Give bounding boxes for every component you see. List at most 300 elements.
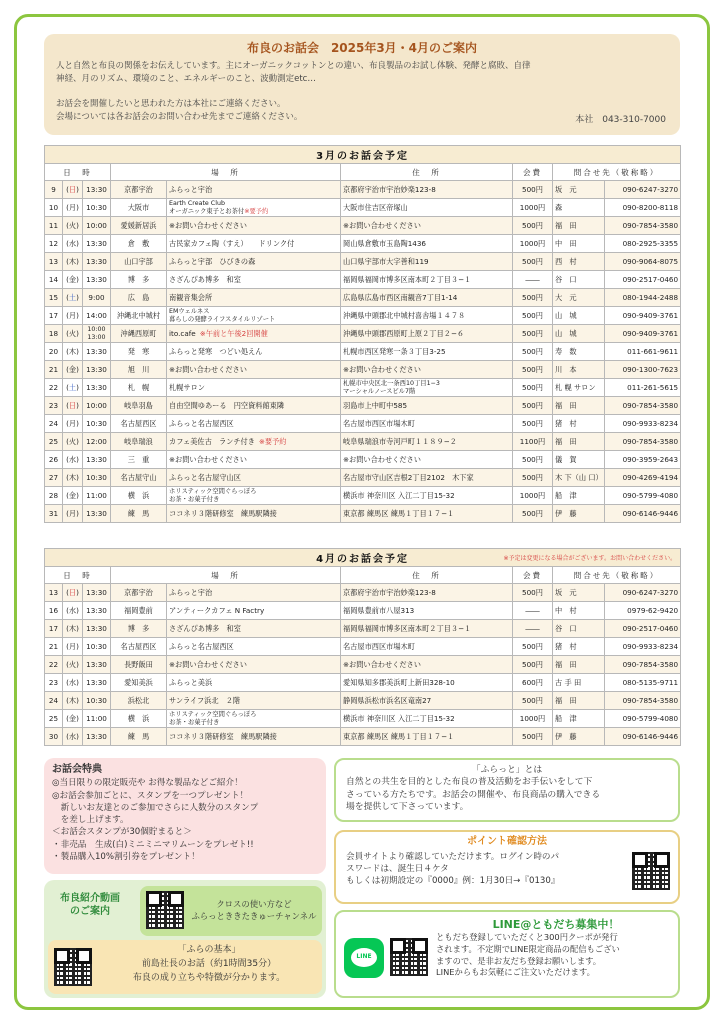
row-fee: 500円 [513,692,553,710]
row-time-cell [83,584,111,602]
schedule-row [45,433,681,451]
row-time-cell [83,505,111,523]
row-area: 福岡豊前 [111,602,167,620]
video-label [44,892,136,918]
row-contact-phone: 090-9409-3761 [605,325,681,343]
row-weekday-cell: (金) [63,361,83,379]
row-contact-name: 寿 数 [553,343,605,361]
schedule-row [45,217,681,235]
schedule-row [45,728,681,746]
col-header-date: 日 時 [45,567,111,584]
row-time: 10:30 [86,419,107,428]
col-header-address: 住 所 [341,567,513,584]
row-weekday-cell: (日) [63,584,83,602]
row-fee: 500円 [513,289,553,307]
row-address: 沖縄県中頭郡西原町上原２丁目２−６ [343,328,465,338]
row-place-cell [167,307,341,325]
row-area: 名古屋守山 [111,469,167,487]
row-time: 9:00 [88,293,105,302]
video2-line: 「ふらの基本」 [177,945,241,955]
row-weekday: 金 [68,364,77,374]
row-place-cell [167,584,341,602]
row-time: 10:00 [86,221,107,230]
row-time: 13:30 [86,185,107,194]
row-time: 12:00 [86,437,107,446]
row-contact-phone: 090-6247-3270 [605,584,681,602]
row-day: 24 [45,415,63,433]
row-place-note: ※午前と午後2回開催 [199,328,268,338]
row-weekday: 火 [68,659,77,669]
row-place: ふらっと名古屋西区 [169,641,234,651]
row-address-cell [341,638,513,656]
row-day: 9 [45,181,63,199]
row-contact-name: 川 本 [553,361,605,379]
row-day: 12 [45,235,63,253]
row-time-cell [83,620,111,638]
row-place-detail: お茶・お菓子付き [169,495,220,503]
points-line: もしくは初期設定の『0000』例：1月30日→『0130』 [346,876,560,886]
row-weekday-cell: (木) [63,692,83,710]
row-day: 20 [45,343,63,361]
row-weekday-cell: (水) [63,728,83,746]
row-address-cell [341,307,513,325]
row-address: 沖縄県中頭郡北中城村喜舎場１４７８ [343,310,466,320]
row-fee: 500円 [513,505,553,523]
benefit-line: を差し上げます。 [52,815,129,826]
row-time: 13:30 [86,509,107,518]
video-label-line: 布良紹介動画 [60,893,120,904]
row-address: 福岡県福岡市博多区南本町２丁目３−１ [343,623,472,633]
row-contact-name: 谷 口 [553,271,605,289]
row-address: ※お問い合わせください [343,364,421,374]
row-contact-phone: 090-9933-8234 [605,638,681,656]
row-day: 25 [45,433,63,451]
row-day: 17 [45,620,63,638]
row-place-line2 [169,316,338,324]
row-fee: 500円 [513,584,553,602]
points-panel [334,830,680,904]
row-place-cell [167,451,341,469]
row-fee: 500円 [513,415,553,433]
row-place-cell [167,620,341,638]
row-contact-name: 札 幌 サロン [553,379,605,397]
row-contact-phone: 090-7854-3580 [605,397,681,415]
benefit-line: ◎お話会参加ごとに、スタンプを一つプレゼント！ [52,790,249,801]
row-weekday-cell: (土) [63,289,83,307]
row-address-cell [341,692,513,710]
row-weekday: 火 [68,436,77,446]
row-area: 岐阜羽島 [111,397,167,415]
row-time: 10:30 [86,642,107,651]
row-time: 13:30 [86,383,107,392]
row-weekday-cell: (火) [63,325,83,343]
row-time: 13:30 [86,732,107,741]
row-fee: 500円 [513,253,553,271]
row-area: 横 浜 [111,487,167,505]
row-weekday: 月 [68,202,77,212]
row-contact-name: 山 城 [553,307,605,325]
row-weekday-cell: (火) [63,656,83,674]
row-address: ※お問い合わせください [343,220,421,230]
row-weekday: 水 [68,731,77,741]
row-weekday: 水 [68,605,77,615]
row-weekday-cell: (木) [63,620,83,638]
row-contact-phone: 090-4269-4194 [605,469,681,487]
row-area: 札 幌 [111,379,167,397]
points-title: ポイント確認方法 [467,836,547,847]
video2-line: 布良の成り立ちや特徴が分かります。 [132,973,286,983]
row-weekday: 金 [68,713,77,723]
row-weekday-cell: (土) [63,379,83,397]
line-line: されます。不定期でLINE限定商品の配信もござい [436,943,620,954]
row-place: ふらっと名古屋西区 [169,418,234,428]
row-place-cell [167,271,341,289]
row-time: 13:30 [86,660,107,669]
line-line: ますので、是非お友だち登録お願いします。 [436,955,602,966]
row-place: さざんぴあ博多 和室 [169,623,241,633]
row-time-cell [83,217,111,235]
row-contact-name: 中 田 [553,235,605,253]
row-contact-phone: 090-9064-8075 [605,253,681,271]
schedule-row [45,451,681,469]
row-address: 福岡県福岡市博多区南本町２丁目３−１ [343,274,472,284]
row-fee: ―― [513,602,553,620]
row-time-cell [83,343,111,361]
row-day: 22 [45,656,63,674]
schedule-row [45,253,681,271]
col-header-contact: 問合せ先（敬称略） [553,164,681,181]
row-place: ふらっと宇治 [169,587,213,597]
row-time-cell [83,253,111,271]
row-place: ホリスティック空間ぐらっぽろ [169,711,257,718]
row-day: 18 [45,325,63,343]
row-place: ※お問い合わせください [169,454,247,464]
row-area: 大阪市 [111,199,167,217]
row-place: ※お問い合わせください [169,659,247,669]
line-line: ともだち登録していただくと300円クーポが発行 [436,932,618,942]
row-contact-name: 船 津 [553,710,605,728]
row-weekday: 水 [68,238,77,248]
row-address-cell [341,728,513,746]
row-address: 名古屋市西区市場木町 [343,641,415,651]
row-place-cell [167,361,341,379]
row-place: さざんぴあ博多 和室 [169,274,241,284]
schedule-row [45,674,681,692]
intro-line: 会場については各お話会のお問い合わせ先までご連絡ください。 [56,112,303,122]
row-address-cell [341,710,513,728]
row-address-cell [341,181,513,199]
row-fee: 500円 [513,728,553,746]
row-place-cell [167,469,341,487]
row-time: 11:00 [86,714,107,723]
schedule-row [45,710,681,728]
row-address: マーシャルノースビル7階 [343,387,416,395]
intro-line: 人と自然と布良の関係をお伝えしています。主にオーガニックコットンとの違い、布良製品のお試し体験、発酵と腐敗、自律 [56,61,531,71]
row-fee: 500円 [513,343,553,361]
row-place-cell [167,379,341,397]
row-address: 福岡県豊前市八屋313 [343,605,415,615]
row-day: 17 [45,307,63,325]
schedule-row [45,271,681,289]
row-day: 10 [45,199,63,217]
row-contact-phone: 080-5135-9711 [605,674,681,692]
row-address: 岡山県倉敷市玉島陶1436 [343,238,426,248]
row-weekday-cell: (月) [63,415,83,433]
row-area: 練 馬 [111,505,167,523]
line-logo-icon[interactable] [344,938,384,978]
col-header-address: 住 所 [341,164,513,181]
row-time: 13:00 [87,333,106,341]
row-day: 14 [45,271,63,289]
row-address-cell [341,379,513,397]
row-contact-name: 西 村 [553,253,605,271]
row-weekday-cell: (月) [63,638,83,656]
row-time: 13:30 [86,606,107,615]
row-place-cell [167,199,341,217]
row-address-cell [341,397,513,415]
row-day: 15 [45,289,63,307]
row-contact-phone: 011-661-9611 [605,343,681,361]
row-place: ito.cafe [169,328,196,338]
row-address-cell [341,469,513,487]
row-fee: 1000円 [513,487,553,505]
row-weekday-cell: (水) [63,235,83,253]
row-place-cell [167,235,341,253]
line-qr-code[interactable] [390,938,428,976]
furatto-title: 「ふらっと」とは [471,765,543,775]
col-header-place: 場 所 [111,567,341,584]
row-address: 名古屋市西区市場木町 [343,418,415,428]
row-contact-phone: 011-261-5615 [605,379,681,397]
benefit-line: 新しいお友達とのご参加でさらに人数分のスタンプ [52,802,259,813]
col-header-date: 日 時 [45,164,111,181]
row-day: 11 [45,217,63,235]
row-weekday: 水 [68,454,77,464]
row-contact-phone: 090-9409-3761 [605,307,681,325]
row-place-cell [167,656,341,674]
schedule-row [45,199,681,217]
row-place: ※お問い合わせください [169,364,247,374]
row-place: ふらっと宇部 ひびきの森 [169,256,256,266]
line-panel [334,910,680,998]
row-time-cell [83,487,111,505]
row-weekday-cell: (日) [63,397,83,415]
row-area: 旭 川 [111,361,167,379]
row-place-cell [167,602,341,620]
row-contact-phone: 090-7854-3580 [605,656,681,674]
row-place-cell [167,289,341,307]
row-weekday-cell: (水) [63,602,83,620]
row-time-cell [83,602,111,620]
row-area: 長野飯田 [111,656,167,674]
row-area: 横 浜 [111,710,167,728]
intro-line: お話会を開催したいと思われた方は本社にご連絡ください。 [56,99,286,109]
video-label-line: のご案内 [70,906,110,917]
schedule-row [45,325,681,343]
video-link-basics[interactable] [48,940,322,994]
row-place: 古民家カフェ陶（すえ） ドリンク付 [169,238,295,248]
row-contact-phone: 090-3959-2643 [605,451,681,469]
row-place-cell [167,217,341,235]
row-time: 10:00 [87,326,106,333]
row-weekday-cell: (月) [63,199,83,217]
row-fee: 500円 [513,325,553,343]
row-weekday: 水 [68,677,77,687]
row-weekday-cell: (金) [63,487,83,505]
row-fee: 500円 [513,361,553,379]
furatto-line: 場を提供して下さっています。 [346,801,469,812]
row-area: 発 寒 [111,343,167,361]
video2-line: 前島社長のお話（約1時間35分） [141,959,277,969]
row-fee: 500円 [513,307,553,325]
video-link-channel[interactable] [140,886,322,936]
row-contact-phone: 090-7854-3580 [605,433,681,451]
row-address: 広島県広島市西区南観音7丁目1-14 [343,292,458,302]
row-place: ふらっと宇治 [169,184,213,194]
row-contact-phone: 090-6247-3270 [605,181,681,199]
schedule-row [45,397,681,415]
row-address-cell [341,656,513,674]
row-day: 30 [45,728,63,746]
row-place-cell [167,343,341,361]
points-qr-code[interactable] [632,852,670,890]
row-fee: 600円 [513,674,553,692]
row-contact-phone: 090-8200-8118 [605,199,681,217]
channel-qr-code[interactable] [146,891,184,929]
schedule-row [45,289,681,307]
row-weekday-cell: (金) [63,271,83,289]
row-contact-phone: 090-9933-8234 [605,415,681,433]
row-fee: ―― [513,271,553,289]
row-place-cell [167,487,341,505]
benefit-line: ・非売品 生成(白)ミニミニマリムーンをプレゼト!! [52,839,254,850]
col-header-place: 場 所 [111,164,341,181]
row-day: 23 [45,674,63,692]
schedule-row [45,235,681,253]
row-place: ホリスティック空間ぐらっぽろ [169,488,257,495]
row-area: 広 島 [111,289,167,307]
row-area: 京都宇治 [111,181,167,199]
row-day: 21 [45,361,63,379]
row-area: 愛媛新居浜 [111,217,167,235]
row-time: 13:30 [86,365,107,374]
row-address-cell [341,433,513,451]
row-weekday: 月 [68,508,77,518]
april-title-cell [45,549,681,567]
row-contact-phone: 090-6146-9446 [605,728,681,746]
furatto-panel [334,758,680,822]
row-weekday: 金 [68,490,77,500]
row-time: 13:30 [86,624,107,633]
row-weekday: 月 [68,418,77,428]
row-area: 沖縄西原町 [111,325,167,343]
row-weekday-cell: (木) [63,343,83,361]
row-time-cell [83,674,111,692]
row-day: 16 [45,602,63,620]
row-contact-phone: 080-2925-3355 [605,235,681,253]
row-area: 京都宇治 [111,584,167,602]
row-weekday: 日 [68,587,77,597]
row-time: 13:30 [86,347,107,356]
row-time-cell [83,235,111,253]
row-address-cell [341,584,513,602]
video1-line: ふらっとききたきゅーチャンネル [191,911,317,921]
row-weekday: 日 [68,184,77,194]
row-area: 名古屋西区 [111,415,167,433]
row-address: 羽島市上中町中585 [343,400,408,410]
row-weekday: 金 [68,274,77,284]
row-day: 24 [45,692,63,710]
row-address-cell [341,235,513,253]
row-contact-name: 谷 口 [553,620,605,638]
row-contact-name: 木 下（山 口） [553,469,605,487]
row-place: ふらっと発寒 つどい処えん [169,346,263,356]
row-time-cell [83,415,111,433]
row-address-cell [341,253,513,271]
row-address-cell [341,602,513,620]
basics-qr-code[interactable] [54,948,92,986]
furatto-line: 自然との共生を目的とした布良の普及活動をお手伝いをして下 [346,777,593,788]
row-address-cell [341,217,513,235]
row-contact-name: 伊 藤 [553,728,605,746]
row-time-cell [83,397,111,415]
row-contact-phone: 090-7854-3580 [605,217,681,235]
row-time-cell [83,325,111,343]
row-address-cell [341,361,513,379]
line-title: LINE@ともだち募集中！ [492,918,620,931]
row-address: ※お問い合わせください [343,659,421,669]
row-weekday: 木 [68,623,77,633]
row-time-cell [83,638,111,656]
row-place-line2 [169,719,338,727]
row-day: 27 [45,469,63,487]
row-address-cell [341,505,513,523]
row-day: 21 [45,638,63,656]
col-header-fee: 会費 [513,567,553,584]
points-line: 会員サイトより確認していただけます。ログイン時のパ [346,852,560,862]
row-contact-phone: 090-1300-7623 [605,361,681,379]
row-place: ココネリ３階研修室 練馬駅隣接 [169,508,277,518]
row-contact-name: 大 元 [553,289,605,307]
row-place: EMウェルネス [169,308,210,315]
row-contact-phone: 090-5799-4080 [605,710,681,728]
row-fee: 500円 [513,181,553,199]
row-contact-phone: 090-2517-0460 [605,271,681,289]
row-time-cell [83,710,111,728]
row-address-cell [341,415,513,433]
row-place: ふらっと美浜 [169,677,213,687]
row-time-cell [83,469,111,487]
row-address: ※お問い合わせください [343,454,421,464]
line-logo-text: LINE [356,953,372,960]
row-fee: 500円 [513,451,553,469]
row-place-cell [167,710,341,728]
row-weekday: 土 [68,292,77,302]
row-contact-name: 森 [553,199,605,217]
row-day: 31 [45,505,63,523]
row-place: サンライフ浜北 ２階 [169,695,241,705]
col-header-fee: 会費 [513,164,553,181]
row-area: 博 多 [111,620,167,638]
row-weekday: 木 [68,256,77,266]
schedule-row [45,505,681,523]
row-address: 岐阜県瑞浪市寺河戸町１１８９−２ [343,436,457,446]
row-weekday: 火 [68,328,77,338]
row-contact-name: 猪 村 [553,415,605,433]
row-time-cell [83,181,111,199]
benefit-panel [44,758,326,874]
row-contact-name: 伊 藤 [553,505,605,523]
